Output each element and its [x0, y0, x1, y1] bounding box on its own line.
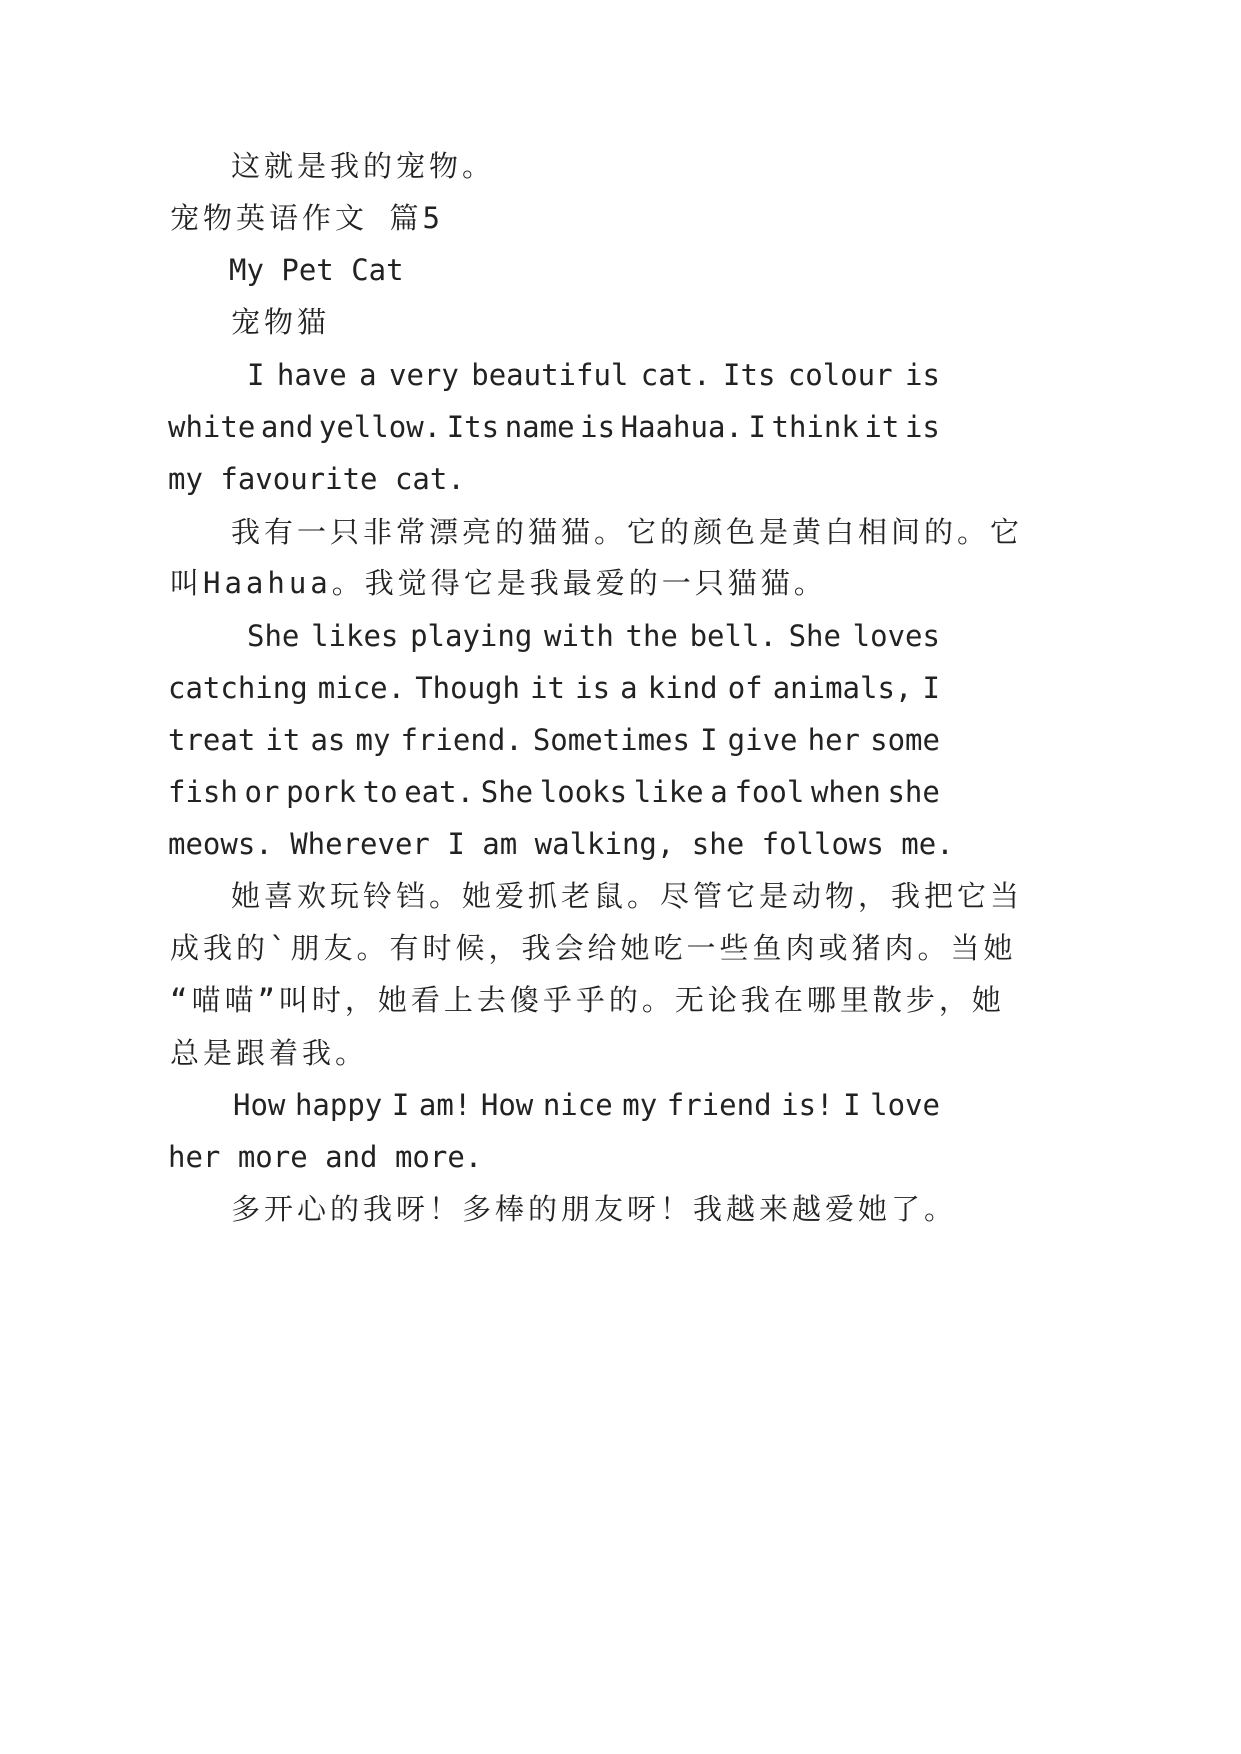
para2-en-line-2 [168, 668, 940, 708]
word: the [625, 619, 678, 653]
para3-en-line-1 [233, 1085, 940, 1125]
para1-en-line-3: my favourite cat. [168, 462, 465, 496]
para2-en-line-5: meows. Wherever I am walking, she follows me. [168, 827, 954, 861]
word: How [233, 1088, 286, 1122]
word: think [771, 410, 859, 444]
word: fish [168, 775, 238, 809]
word: give [727, 723, 798, 757]
essay-title-cn: 宠物猫 [231, 305, 331, 339]
word: colour [787, 358, 893, 392]
para1-cn-line-1: 我有一只非常漂亮的猫猫。它的颜色是黄白相间的。它 [231, 515, 1024, 549]
word: or [244, 775, 280, 809]
word: is [905, 358, 940, 392]
word: she [887, 775, 940, 809]
word: looks [539, 775, 628, 809]
word: She [480, 775, 534, 809]
para2-en-line-4 [168, 772, 940, 812]
word: Sometimes [532, 723, 690, 757]
word: animals, [772, 671, 913, 705]
word: is! [781, 1088, 834, 1122]
word: I [922, 671, 940, 705]
word: I [748, 410, 766, 444]
word: a [359, 358, 377, 392]
para1-en-line-2 [168, 407, 940, 447]
word: Haahua. [620, 410, 743, 444]
para1-cn-line-2: 叫Haahua。我觉得它是我最爱的一只猫猫。 [170, 566, 827, 600]
para2-cn-line-1: 她喜欢玩铃铛。她爱抓老鼠。尽管它是动物，我把它当 [231, 879, 1024, 913]
word: name [504, 410, 575, 444]
para2-en-line-1 [247, 616, 940, 656]
word: white [168, 410, 256, 444]
word: it [864, 410, 900, 444]
word: pork [286, 775, 356, 809]
word: when [810, 775, 881, 809]
word: my [355, 723, 391, 757]
word: some [870, 723, 940, 757]
para2-cn-line-2: 成我的`朋友。有时候，我会给她吃一些鱼肉或猪肉。当她 [170, 931, 1017, 965]
word: playing [410, 619, 533, 653]
word: to [362, 775, 398, 809]
word: her [807, 723, 861, 757]
word: I [391, 1088, 410, 1122]
word: nice [542, 1088, 613, 1122]
word: very [389, 358, 459, 392]
word: happy [294, 1088, 383, 1122]
word: with [543, 619, 614, 653]
para3-en-line-2: her more and more. [168, 1140, 483, 1174]
word: am! [418, 1088, 472, 1122]
word: cat. [640, 358, 711, 392]
word: it [265, 723, 301, 757]
word: I [700, 723, 718, 757]
word: a [710, 775, 728, 809]
word: kind [647, 671, 718, 705]
word: I [843, 1088, 861, 1122]
word: Its [723, 358, 776, 392]
word: How [480, 1088, 534, 1122]
word: is [904, 410, 940, 444]
essay-title-en: My Pet Cat [229, 253, 404, 287]
word: love [870, 1088, 940, 1122]
word: She [247, 619, 300, 653]
word: friend [666, 1088, 772, 1122]
word: Its [446, 410, 500, 444]
word: and [260, 410, 314, 444]
para1-en-line-1 [247, 355, 940, 395]
word: like [633, 775, 704, 809]
word: yellow. [318, 410, 442, 444]
word: is [580, 410, 616, 444]
para2-en-line-3 [168, 720, 940, 760]
word: I [247, 358, 265, 392]
word: is [575, 671, 611, 705]
para2-cn-line-3: “喵喵”叫时，她看上去傻乎乎的。无论我在哪里散步，她 [170, 983, 1005, 1017]
word: friend. [400, 723, 523, 757]
word: fool [734, 775, 805, 809]
word: a [620, 671, 638, 705]
word: of [727, 671, 763, 705]
closing-line: 这就是我的宠物。 [231, 149, 496, 183]
word: bell. [689, 619, 777, 653]
word: as [310, 723, 346, 757]
word: mice. [317, 671, 406, 705]
word: beautiful [471, 358, 629, 392]
word: likes [311, 619, 399, 653]
word: eat. [404, 775, 475, 809]
word: treat [168, 723, 256, 757]
word: She [788, 619, 841, 653]
section-heading: 宠物英语作文 篇5 [170, 201, 444, 235]
word: Though [415, 671, 520, 705]
para3-cn-line: 多开心的我呀！多棒的朋友呀！我越来越爱她了。 [231, 1192, 958, 1226]
word: have [276, 358, 347, 392]
word: my [622, 1088, 658, 1122]
word: loves [852, 619, 940, 653]
word: catching [168, 671, 308, 705]
para2-cn-line-4: 总是跟着我。 [170, 1036, 369, 1070]
word: it [530, 671, 566, 705]
